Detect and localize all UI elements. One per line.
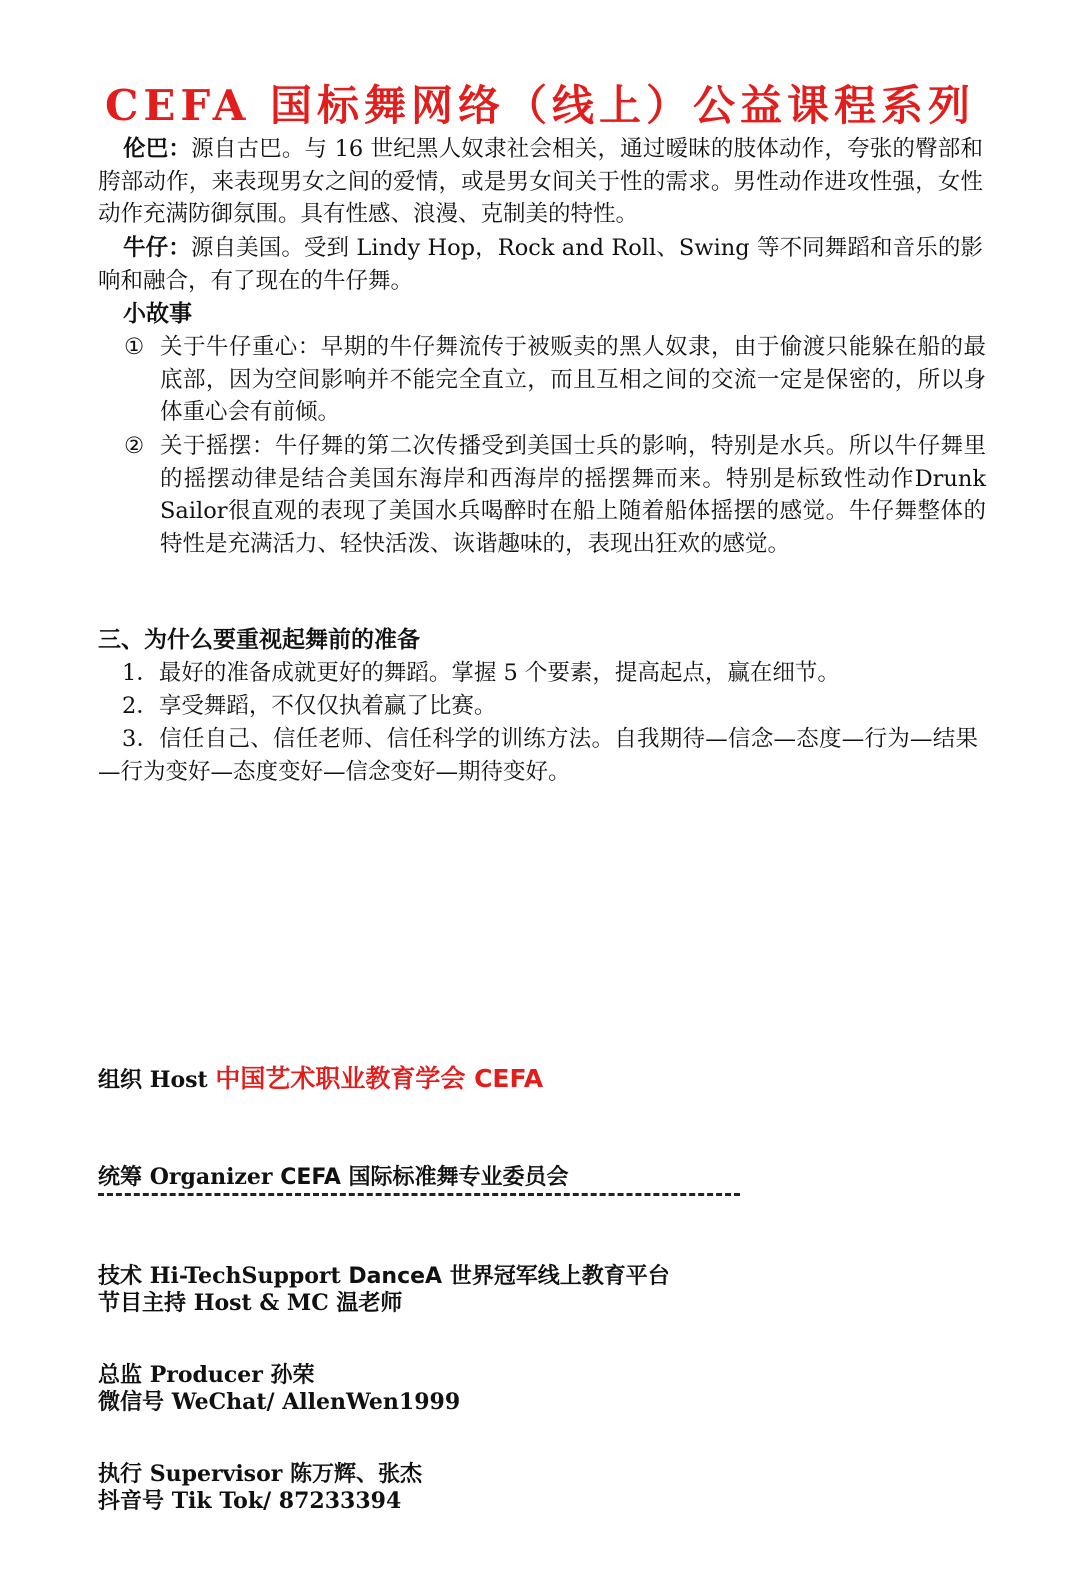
- credit-role: Hi-TechSupport: [149, 1263, 341, 1289]
- credit-label: 技术: [98, 1264, 143, 1289]
- credit-value: 陈万辉、张杰: [290, 1462, 423, 1487]
- credit-role: Supervisor: [149, 1461, 283, 1487]
- story-text: 关于摇摆：牛仔舞的第二次传播受到美国士兵的影响，特别是水兵。所以牛仔舞里的摇摆动律是结合美国东海岸和西海岸的摇摆舞而来。特别是标致性动作Drunk Sailor很直观的表现了美国水兵喝醉时在船上随着船体摇摆的感觉。牛仔舞整体的特性是充满活力、轻快活泼、诙谐趣味的，表现出狂欢的感觉。: [160, 433, 986, 557]
- credit-label: 执行: [98, 1462, 143, 1487]
- rumba-paragraph: [98, 133, 983, 231]
- dashed-divider: [98, 1193, 740, 1196]
- credit-value: CEFA 国际标准舞专业委员会: [280, 1165, 569, 1190]
- credit-label: 统筹: [98, 1165, 143, 1190]
- section3-item: 2．享受舞蹈，不仅仅执着赢了比赛。: [122, 693, 497, 719]
- story-marker: ②: [124, 433, 145, 459]
- credit-role: Producer: [149, 1362, 263, 1388]
- contact-label: 抖音号: [98, 1489, 165, 1514]
- contact-value: AllenWen1999: [282, 1389, 461, 1415]
- contact-mc: [98, 1287, 460, 1320]
- contact-wechat: [98, 1386, 460, 1419]
- section3-title: 三、为什么要重视起舞前的准备: [98, 627, 420, 653]
- story-text: 关于牛仔重心：早期的牛仔舞流传于被贩卖的黑人奴隶，由于偷渡只能躲在船的最底部，因为空间影响并不能完全直立，而且互相之间的交流一定是保密的，所以身体重心会有前倾。: [160, 334, 986, 426]
- credit-host: [98, 1062, 670, 1095]
- credit-role: Organizer: [149, 1164, 273, 1190]
- credit-organizer: [98, 1161, 670, 1194]
- story-marker: ①: [124, 334, 145, 360]
- contact-label: 节目主持: [98, 1291, 187, 1316]
- contact-role: WeChat/: [171, 1389, 275, 1415]
- story-heading: 小故事: [123, 301, 192, 327]
- jive-text: 源自美国。受到 Lindy Hop，Rock and Roll、Swing 等不同舞蹈和音乐的影响和融合，有了现在的牛仔舞。: [98, 235, 983, 294]
- contact-role: Host & MC: [193, 1290, 329, 1316]
- contact-label: 微信号: [98, 1390, 165, 1415]
- page-title: CEFA 国标舞网络（线上）公益课程系列: [104, 81, 975, 130]
- credit-value: 孙荣: [270, 1363, 315, 1388]
- contact-block: [98, 1221, 460, 1584]
- contact-role: Tik Tok/: [171, 1488, 272, 1514]
- jive-lead: 牛仔：: [123, 235, 191, 261]
- credit-value: DanceA 世界冠军线上教育平台: [348, 1264, 670, 1289]
- rumba-lead: 伦巴：: [123, 136, 192, 162]
- credit-role: Host: [149, 1067, 208, 1093]
- story-item: [124, 430, 986, 560]
- rumba-text: 源自古巴。与 16 世纪黑人奴隶社会相关，通过暧昧的肢体动作，夸张的臀部和胯部动作，来表现男女之间的爱情，或是男女间关于性的需求。男性动作进攻性强，女性动作充满防御氛围。具有性感、浪漫、克制美的特性。: [98, 136, 983, 228]
- credit-label: 总监: [98, 1363, 143, 1388]
- contact-value: 87233394: [278, 1488, 402, 1514]
- credit-label: 组织: [98, 1068, 143, 1093]
- section3-item: 1．最好的准备成就更好的舞蹈。掌握 5 个要素，提高起点，赢在细节。: [122, 660, 840, 686]
- credit-value: 中国艺术职业教育学会 CEFA: [215, 1064, 544, 1093]
- jive-paragraph: [98, 232, 983, 297]
- story-item: [124, 331, 986, 429]
- contact-value: 温老师: [336, 1291, 403, 1316]
- contact-tiktok: [98, 1485, 460, 1518]
- section3-item: 3．信任自己、信任老师、信任科学的训练方法。自我期待—信念—态度—行为—结果—行为变好—态度变好—信念变好—期待变好。: [98, 726, 978, 785]
